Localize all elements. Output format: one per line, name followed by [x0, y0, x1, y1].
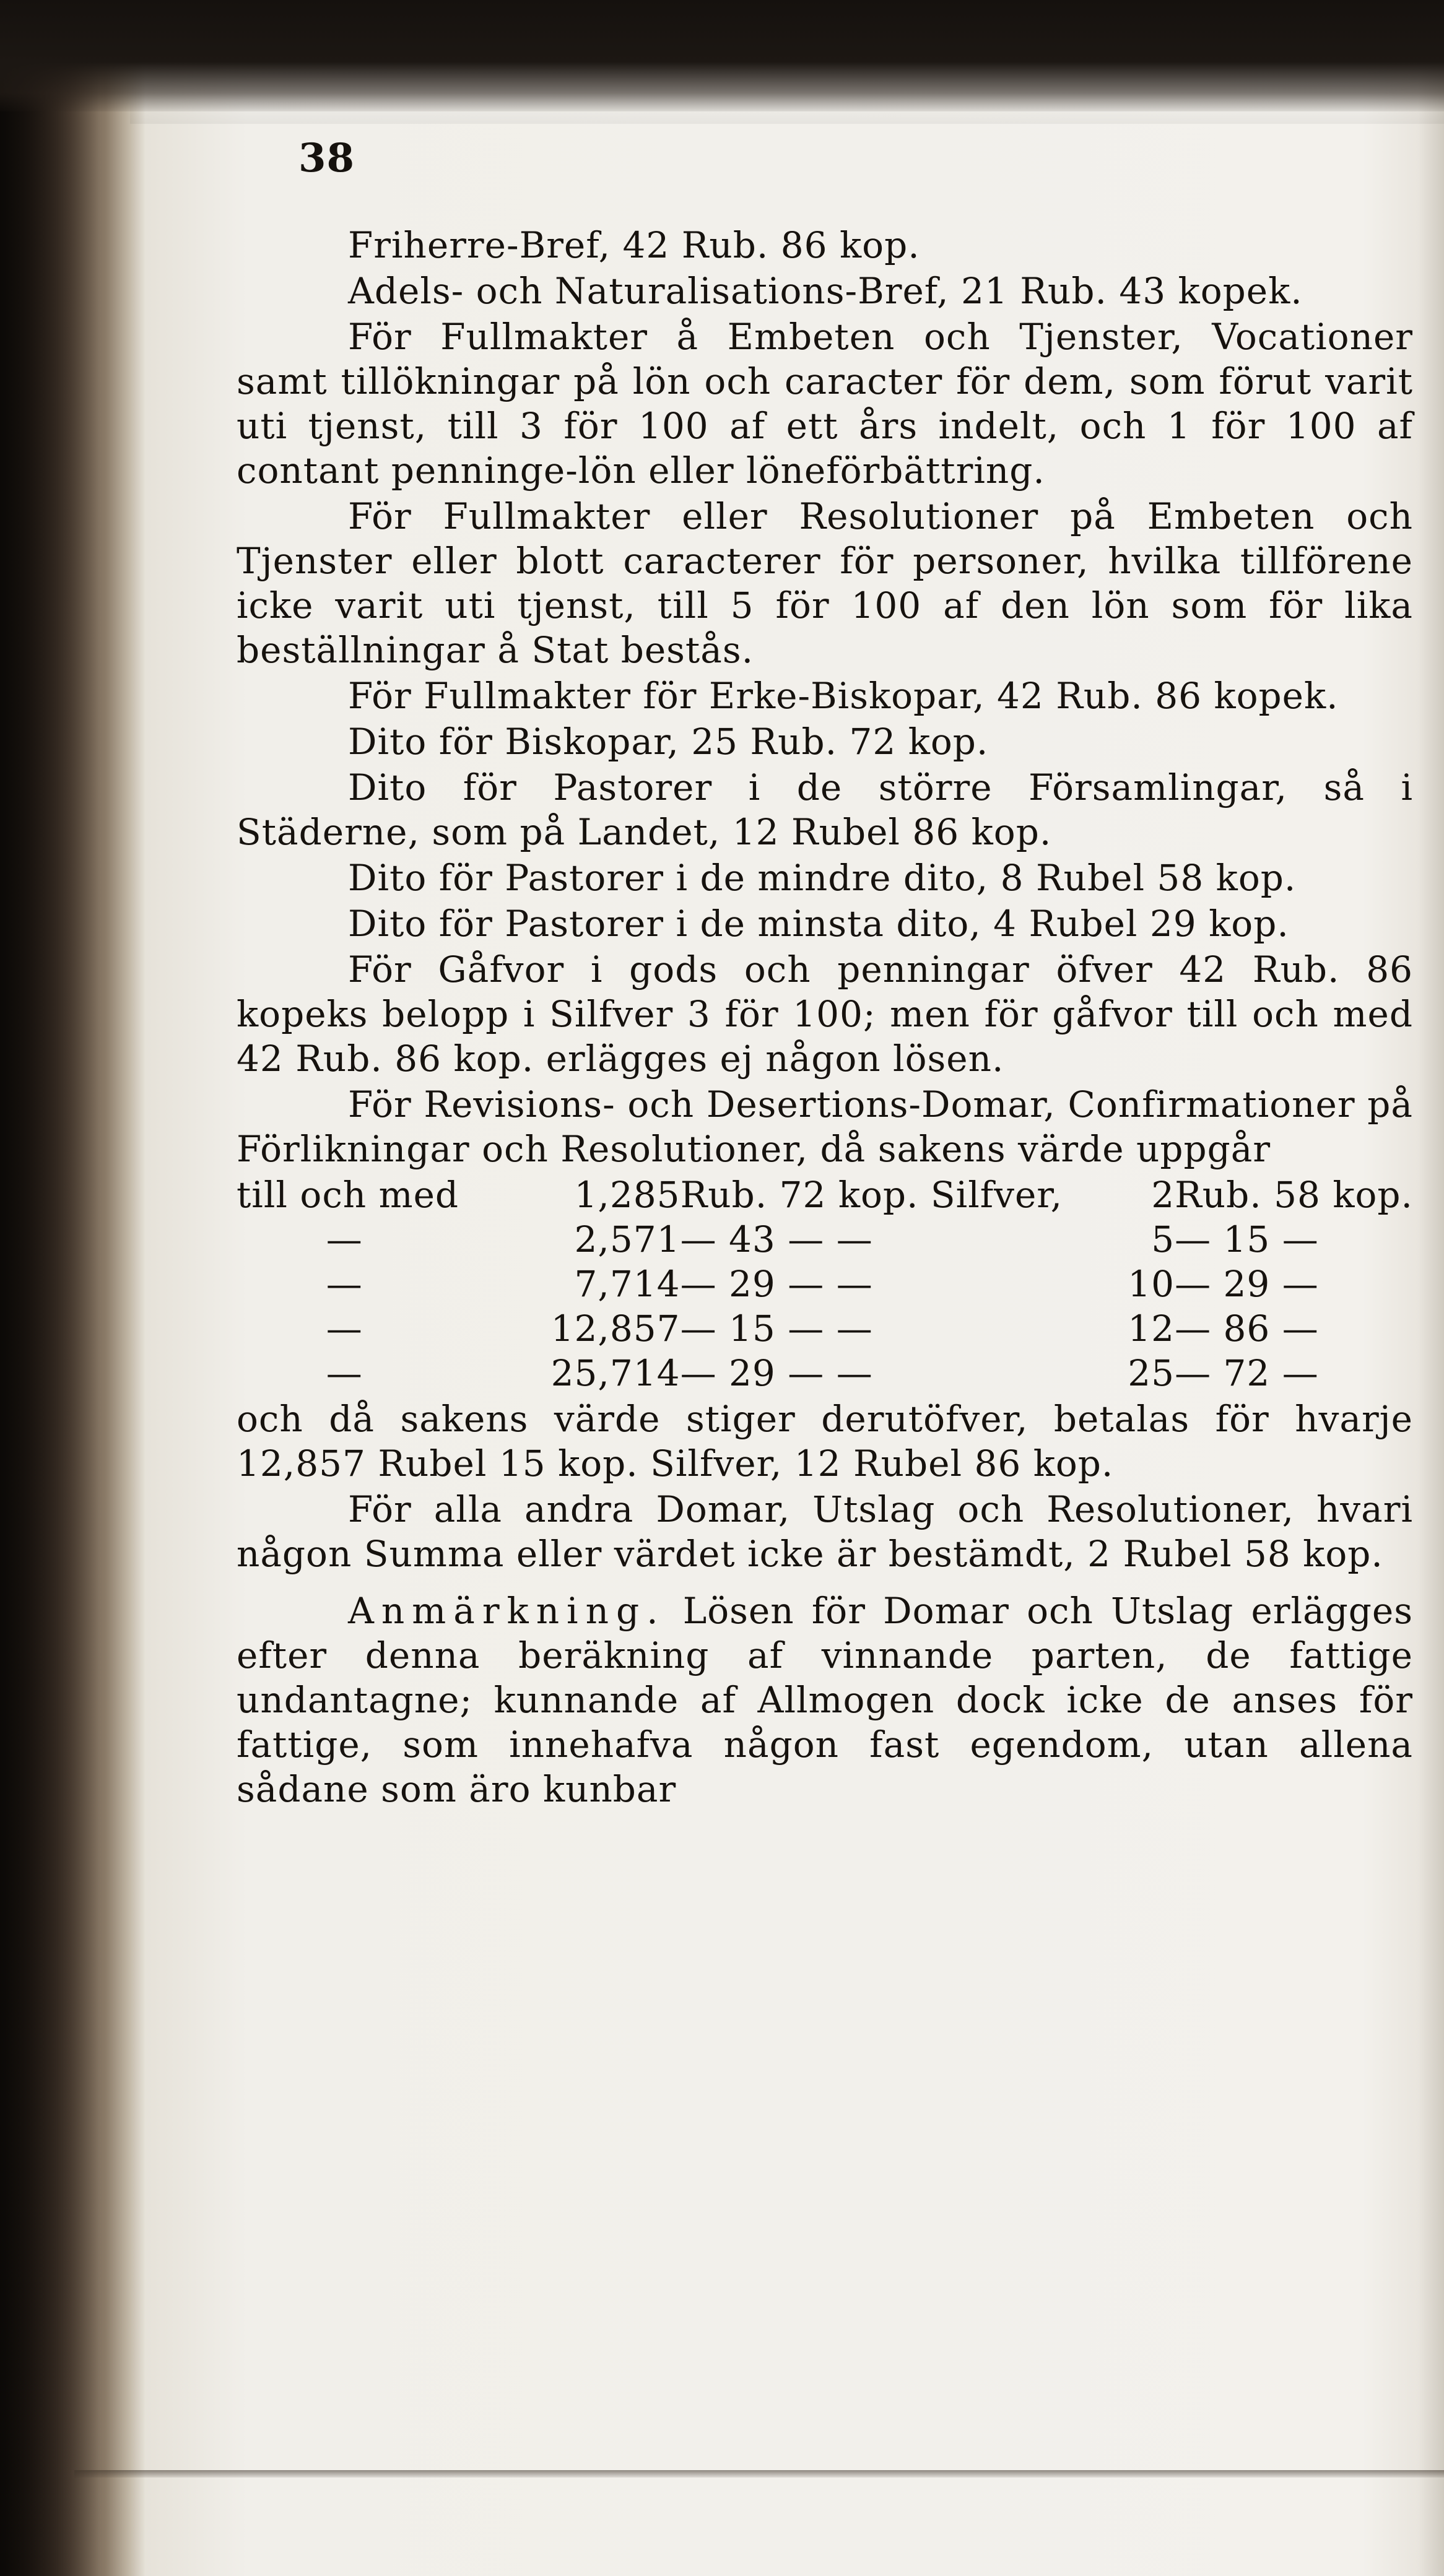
- row-lead: till och med: [237, 1174, 459, 1216]
- paragraph-fullmakter-resolutioner: För Fullmakter eller Resolutioner på Embeten och Tjenster eller blott caracterer för personer, hvilka tillförene icke varit uti tjenst, till 5 för 100 af den lön som för lika beställningar å Stat bestås.: [237, 495, 1413, 671]
- row-lead: —: [326, 1263, 363, 1305]
- row-fee: 25: [1128, 1352, 1175, 1394]
- row-end: — 72 —: [1175, 1352, 1319, 1394]
- row-end: — 86 —: [1175, 1308, 1319, 1350]
- row-middle: — 29 — —: [680, 1352, 873, 1394]
- printed-page: [237, 130, 1413, 2421]
- row-lead: —: [326, 1218, 363, 1260]
- row-middle: — 29 — —: [680, 1263, 873, 1305]
- row-lead: —: [326, 1308, 363, 1350]
- annotation-heading: Anmärkning.: [348, 1590, 666, 1632]
- row-middle: Rub. 72 kop. Silfver,: [680, 1174, 1063, 1216]
- row-middle: — 15 — —: [680, 1308, 873, 1350]
- annotation-text: Lösen för Domar och Utslag erlägges efter denna beräkning af vinnande parten, de fattige undantagne; kunnande af Allmogen dock icke de anses för fattige, som innehafva någon fast egendom, utan allena sådane som äro kunbar: [237, 1590, 1414, 1810]
- table-row: [237, 1262, 1413, 1306]
- row-end: Rub. 58 kop.: [1175, 1174, 1413, 1216]
- paragraph-biskopar: Dito för Biskopar, 25 Rub. 72 kop.: [348, 721, 989, 763]
- paragraph-adels-bref: Adels- och Naturalisations-Bref, 21 Rub. 43 kopek.: [348, 270, 1303, 312]
- book-spine-shadow: [0, 0, 99, 2576]
- fee-table: [237, 1173, 1413, 1395]
- table-row: [237, 1351, 1413, 1395]
- table-row: [237, 1217, 1413, 1262]
- row-fee: 2: [1151, 1174, 1175, 1216]
- paragraph-fullmakter-embeten: För Fullmakter å Embeten och Tjenster, Vocationer samt tillökningar på lön och caracter för dem, som förut varit uti tjenst, till 3 för 100 af ett års indelt, och 1 för 100 af contant penninge-lön eller löneförbättring.: [237, 316, 1413, 492]
- page-number: 38: [298, 135, 355, 181]
- row-lead: —: [326, 1352, 363, 1394]
- row-end: — 29 —: [1175, 1263, 1319, 1305]
- row-amount: 2,571: [574, 1218, 681, 1260]
- row-amount: 12,857: [550, 1308, 681, 1350]
- paragraph-friherre-bref: Friherre-Bref, 42 Rub. 86 kop.: [348, 224, 920, 266]
- annotation-note: [237, 1589, 1413, 1811]
- paragraph-erke-biskopar: För Fullmakter för Erke-Biskopar, 42 Rub. 86 kopek.: [348, 675, 1339, 717]
- page-top-edge: [130, 99, 1444, 124]
- row-amount: 25,714: [550, 1352, 681, 1394]
- row-fee: 5: [1151, 1218, 1175, 1260]
- table-row: [237, 1173, 1413, 1217]
- paragraph-pastorer-minsta: Dito för Pastorer i de minsta dito, 4 Rubel 29 kop.: [348, 903, 1289, 945]
- paragraph-pastorer-mindre: Dito för Pastorer i de mindre dito, 8 Rubel 58 kop.: [348, 857, 1297, 899]
- page-body: [237, 223, 1413, 1813]
- row-fee: 10: [1128, 1263, 1175, 1305]
- row-amount: 1,285: [574, 1174, 681, 1216]
- paragraph-pastorer-storre: Dito för Pastorer i de större Församlingar, så i Städerne, som på Landet, 12 Rubel 86 kop.: [237, 766, 1413, 853]
- page-bottom-edge: [74, 2470, 1444, 2478]
- row-end: — 15 —: [1175, 1218, 1319, 1260]
- top-edge-shadow: [0, 0, 1444, 111]
- row-middle: — 43 — —: [680, 1218, 873, 1260]
- paragraph-gafvor: För Gåfvor i gods och penningar öfver 42 Rub. 86 kopeks belopp i Silfver 3 för 100; men för gåfvor till och med 42 Rub. 86 kop. erlägges ej någon lösen.: [237, 948, 1413, 1080]
- paragraph-andra-domar: För alla andra Domar, Utslag och Resolutioner, hvari någon Summa eller värdet icke är bestämdt, 2 Rubel 58 kop.: [237, 1488, 1413, 1575]
- row-fee: 12: [1128, 1308, 1175, 1350]
- table-row: [237, 1306, 1413, 1351]
- paragraph-after-table: och då sakens värde stiger derutöfver, betalas för hvarje 12,857 Rubel 15 kop. Silfver, 12 Rubel 86 kop.: [237, 1398, 1413, 1485]
- row-amount: 7,714: [574, 1263, 681, 1305]
- paragraph-revisions-domar: För Revisions- och Desertions-Domar, Confirmationer på Förlikningar och Resolutioner, då sakens värde uppgår: [237, 1083, 1413, 1170]
